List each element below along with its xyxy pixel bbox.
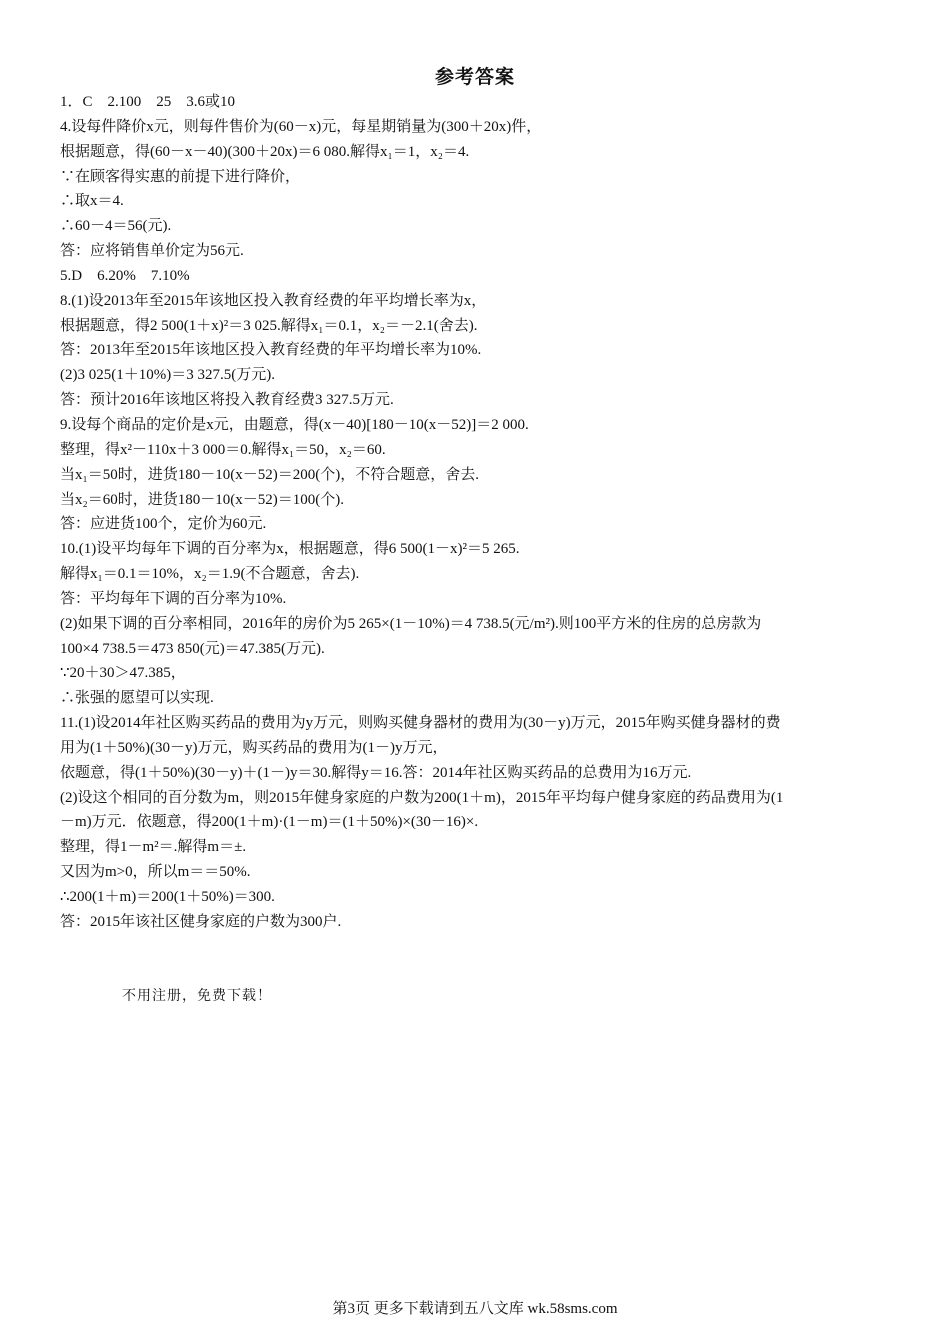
answer-line-33: ∴200(1＋m)＝200(1＋50%)＝300.: [60, 889, 275, 905]
answer-line-18: 答：应进货100个，定价为60元.: [60, 516, 267, 533]
answer-line-1: 1．C 2.100 25 3.6或10: [60, 94, 236, 110]
answer-line-32: 又因为m>0，所以m＝＝50%.: [60, 864, 251, 881]
answer-line-21: 答：平均每年下调的百分率为10%.: [60, 590, 287, 607]
answer-line-30: －m)万元．依题意，得200(1＋m)·(1－m)＝(1＋50%)×(30－16)×.: [60, 814, 479, 831]
answer-line-8: 5.D 6.20% 7.10%: [60, 267, 190, 284]
answer-line-24: ∵20＋30＞47.385，: [60, 665, 186, 682]
answer-line-22: (2)如果下调的百分率相同，2016年的房价为5 265×(1－10%)＝4 738.5(元/m²).则100平方米的住房的总房款为: [60, 615, 762, 632]
answer-line-23: 100×4 738.5＝473 850(元)＝47.385(万元).: [60, 640, 325, 657]
answer-line-28: 依题意，得(1＋50%)(30－y)＋(1－)y＝30.解得y＝16.答：2014年社区购买药品的总费用为16万元.: [60, 764, 692, 781]
answer-line-5: ∴取x＝4.: [60, 193, 124, 210]
page-footer: 第3页 更多下载请到五八文库 wk.58sms.com: [332, 1301, 618, 1317]
answer-line-11: 答：2013年至2015年该地区投入教育经费的年平均增长率为10%.: [60, 342, 482, 359]
answer-line-20: 解得x₁＝0.1＝10%，x₂＝1.9(不合题意，舍去).: [60, 566, 360, 583]
answer-line-31: 整理，得1－m²＝.解得m＝±.: [60, 839, 247, 856]
answer-line-16: 当x₁＝50时，进货180－10(x－52)＝200(个)，不符合题意，舍去.: [60, 466, 479, 483]
answer-line-19: 10.(1)设平均每年下调的百分率为x，根据题意，得6 500(1－x)²＝5 265.: [60, 541, 520, 558]
answer-line-25: ∴张强的愿望可以实现.: [60, 690, 214, 707]
answer-body: [60, 90, 896, 935]
answer-line-3: 根据题意，得(60－x－40)(300＋20x)＝6 080.解得x₁＝1，x₂＝4.: [60, 143, 470, 160]
answer-line-13: 答：预计2016年该地区将投入教育经费3 327.5万元.: [60, 392, 394, 409]
answer-line-14: 9.设每个商品的定价是x元，由题意，得(x－40)[180－10(x－52)]＝2 000.: [60, 416, 529, 433]
page-title: 参考答案: [434, 66, 515, 88]
answer-line-2: 4.设每件降价x元，则每件售价为(60－x)元，每星期销量为(300＋20x)件，: [60, 118, 542, 135]
download-note: 不用注册，免费下载！: [122, 988, 272, 1004]
answer-line-17: 当x₂＝60时，进货180－10(x－52)＝100(个).: [60, 491, 344, 508]
answer-line-10: 根据题意，得2 500(1＋x)²＝3 025.解得x₁＝0.1，x₂＝－2.1(舍去).: [60, 317, 478, 334]
answer-line-29: (2)设这个相同的百分数为m，则2015年健身家庭的户数为200(1＋m)，2015年平均每户健身家庭的药品费用为(1: [60, 789, 784, 806]
answer-line-4: ∵在顾客得实惠的前提下进行降价，: [60, 168, 301, 185]
answer-line-7: 答：应将销售单价定为56元.: [60, 243, 244, 260]
answer-line-15: 整理，得x²－110x＋3 000＝0.解得x₁＝50，x₂＝60.: [60, 441, 386, 458]
answer-line-9: 8.(1)设2013年至2015年该地区投入教育经费的年平均增长率为x，: [60, 292, 487, 309]
answer-line-6: ∴60－4＝56(元).: [60, 218, 172, 235]
answer-line-26: 11.(1)设2014年社区购买药品的费用为y万元，则购买健身器材的费用为(30－y)万元，2015年购买健身器材的费: [60, 715, 781, 732]
answer-line-12: (2)3 025(1＋10%)＝3 327.5(万元).: [60, 367, 275, 384]
answer-line-27: 用为(1＋50%)(30－y)万元，购买药品的费用为(1－)y万元，: [60, 739, 448, 756]
answer-line-34: 答：2015年该社区健身家庭的户数为300户.: [60, 913, 342, 930]
